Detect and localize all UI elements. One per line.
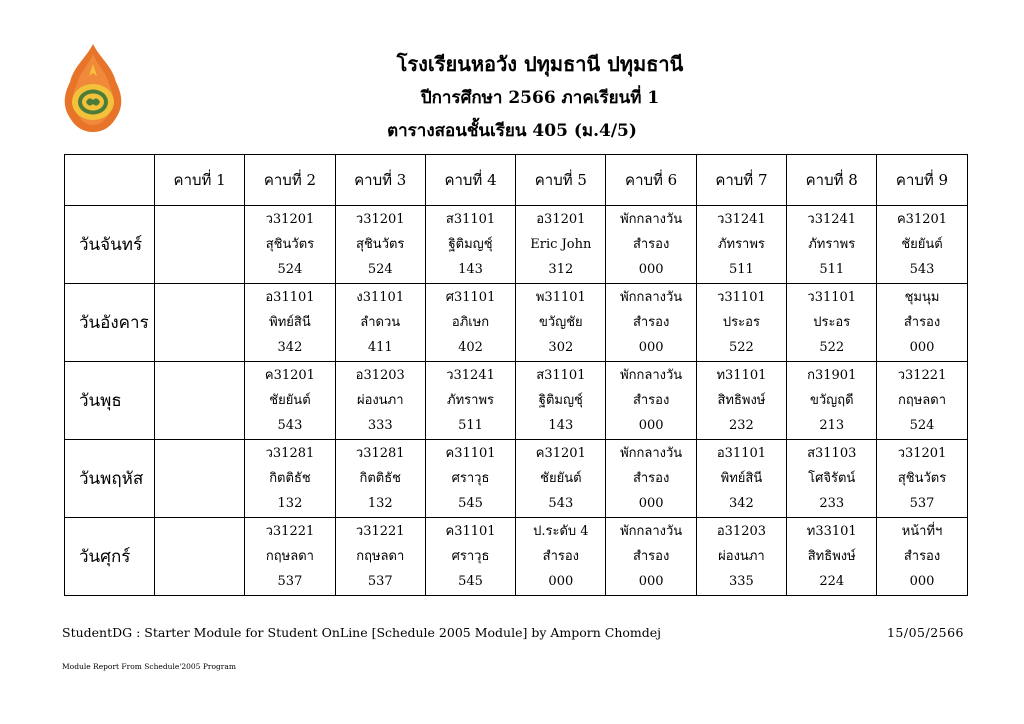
teacher-name: ประอร bbox=[722, 315, 760, 330]
day-label: วันพฤหัส bbox=[65, 440, 155, 518]
subject-code: พักกลางวัน bbox=[620, 212, 683, 227]
teacher-name: พิทย์สินี bbox=[720, 471, 763, 486]
teacher-name: ภัทราพร bbox=[717, 237, 765, 252]
room-number: 543 bbox=[909, 262, 935, 277]
schedule-cell bbox=[425, 284, 515, 362]
subject-code: พักกลางวัน bbox=[620, 524, 683, 539]
room-number: 000 bbox=[638, 574, 664, 589]
schedule-cell bbox=[335, 440, 425, 518]
teacher-name: สำรอง bbox=[632, 393, 670, 408]
schedule-cell bbox=[245, 362, 335, 440]
print-date: 15/05/2566 bbox=[886, 625, 964, 640]
subject-code: พักกลางวัน bbox=[620, 368, 683, 383]
teacher-name: กิตติธัช bbox=[269, 471, 311, 486]
schedule-cell bbox=[245, 206, 335, 284]
schedule-cell bbox=[696, 206, 786, 284]
teacher-name: สำรอง bbox=[903, 315, 941, 330]
room-number: 402 bbox=[458, 340, 483, 355]
day-label: วันอังคาร bbox=[65, 284, 155, 362]
teacher-name: อภิเษก bbox=[451, 315, 490, 330]
schedule-cell bbox=[335, 284, 425, 362]
schedule-cell bbox=[516, 206, 606, 284]
subject-code: ว31241 bbox=[807, 212, 857, 227]
teacher-name: พิทย์สินี bbox=[269, 315, 311, 330]
subject-code: ศ31101 bbox=[445, 290, 496, 305]
subject-code: ก31901 bbox=[807, 368, 857, 383]
period-header: คาบที่ 9 bbox=[877, 155, 967, 206]
subject-code: ค31101 bbox=[445, 524, 496, 539]
teacher-name: ฐิติมญชุ์ bbox=[538, 393, 583, 408]
schedule-cell bbox=[877, 362, 967, 440]
subject-code: ว31101 bbox=[807, 290, 857, 305]
room-number: 333 bbox=[367, 418, 393, 433]
room-number: 522 bbox=[819, 340, 845, 355]
room-number: 000 bbox=[548, 574, 574, 589]
schedule-cell bbox=[425, 440, 515, 518]
corner-cell bbox=[65, 155, 155, 206]
room-number: 000 bbox=[638, 262, 664, 277]
subject-code: อ31101 bbox=[265, 290, 315, 305]
period-header: คาบที่ 3 bbox=[335, 155, 425, 206]
room-number: 335 bbox=[729, 574, 754, 589]
schedule-cell bbox=[155, 440, 245, 518]
schedule-cell bbox=[245, 518, 335, 596]
schedule-row bbox=[65, 206, 968, 284]
room-number: 143 bbox=[548, 418, 574, 433]
teacher-name: ขวัญฤดี bbox=[809, 393, 854, 408]
schedule-cell bbox=[516, 362, 606, 440]
teacher-name: สำรอง bbox=[632, 471, 670, 486]
footer-credit: StudentDG : Starter Module for Student OnLine [Schedule 2005 Module] by Amporn Chomdej bbox=[62, 625, 662, 640]
teacher-name: สิทธิพงษ์ bbox=[717, 393, 766, 408]
room-number: 000 bbox=[909, 574, 935, 589]
schedule-cell bbox=[787, 284, 877, 362]
subject-code: ค31201 bbox=[896, 212, 948, 227]
schedule-cell bbox=[155, 284, 245, 362]
schedule-cell bbox=[606, 518, 696, 596]
schedule-cell bbox=[516, 284, 606, 362]
teacher-name: สิทธิพงษ์ bbox=[807, 549, 856, 564]
period-header: คาบที่ 4 bbox=[425, 155, 515, 206]
subject-code: ว31241 bbox=[717, 212, 766, 227]
footer-note: Module Report From Schedule'2005 Program bbox=[62, 662, 236, 671]
teacher-name: ขวัญชัย bbox=[538, 315, 583, 330]
schedule-cell bbox=[606, 362, 696, 440]
subject-code: ว31101 bbox=[717, 290, 766, 305]
teacher-name: สำรอง bbox=[542, 549, 580, 564]
schedule-cell bbox=[425, 206, 515, 284]
subject-code: ป.ระดับ 4 bbox=[533, 524, 589, 539]
academic-term: ปีการศึกษา 2566 ภาคเรียนที่ 1 bbox=[420, 88, 660, 108]
teacher-name: สำรอง bbox=[903, 549, 941, 564]
room-number: 411 bbox=[367, 340, 393, 355]
teacher-name: ชัยยันต์ bbox=[901, 237, 943, 252]
period-header: คาบที่ 6 bbox=[606, 155, 696, 206]
room-number: 545 bbox=[458, 574, 483, 589]
schedule-cell bbox=[425, 362, 515, 440]
subject-code: ว31201 bbox=[265, 212, 315, 227]
schedule-cell bbox=[516, 518, 606, 596]
room-number: 213 bbox=[819, 418, 845, 433]
teacher-name: สำรอง bbox=[632, 549, 670, 564]
schedule-cell bbox=[696, 284, 786, 362]
subject-code: อ31201 bbox=[536, 212, 586, 227]
schedule-cell bbox=[787, 362, 877, 440]
teacher-name: ภัทราพร bbox=[447, 393, 495, 408]
teacher-name: สำรอง bbox=[632, 315, 670, 330]
schedule-row bbox=[65, 284, 968, 362]
schedule-cell bbox=[787, 440, 877, 518]
room-number: 232 bbox=[729, 418, 754, 433]
teacher-name: Eric John bbox=[530, 237, 592, 252]
day-label: วันพุธ bbox=[65, 362, 155, 440]
schedule-cell bbox=[877, 440, 967, 518]
schedule-cell bbox=[606, 206, 696, 284]
schedule-cell bbox=[877, 206, 967, 284]
schedule-cell bbox=[245, 284, 335, 362]
schedule-row bbox=[65, 362, 968, 440]
room-number: 524 bbox=[277, 262, 303, 277]
teacher-name: ลำดวน bbox=[360, 315, 401, 330]
subject-code: ว31241 bbox=[446, 368, 495, 383]
teacher-name: ภัทราพร bbox=[808, 237, 856, 252]
subject-code: พักกลางวัน bbox=[620, 446, 683, 461]
teacher-name: สุชินวัตร bbox=[356, 237, 405, 252]
room-number: 302 bbox=[548, 340, 574, 355]
teacher-name: กิตติธัช bbox=[359, 471, 401, 486]
room-number: 524 bbox=[367, 262, 393, 277]
schedule-cell bbox=[335, 362, 425, 440]
subject-code: ชุมนุม bbox=[904, 290, 940, 305]
schedule-cell bbox=[425, 518, 515, 596]
schedule-cell bbox=[696, 440, 786, 518]
teacher-name: โศจิรัตน์ bbox=[808, 471, 856, 486]
period-header: คาบที่ 1 bbox=[155, 155, 245, 206]
timetable bbox=[64, 154, 968, 596]
schedule-cell bbox=[606, 440, 696, 518]
teacher-name: กฤษลดา bbox=[265, 549, 314, 564]
room-number: 132 bbox=[277, 496, 303, 511]
subject-code: ส31101 bbox=[536, 368, 586, 383]
teacher-name: ฐิติมญชุ์ bbox=[448, 237, 493, 252]
schedule-cell bbox=[787, 206, 877, 284]
teacher-name: ประอร bbox=[813, 315, 851, 330]
schedule-cell bbox=[696, 362, 786, 440]
room-number: 233 bbox=[819, 496, 845, 511]
room-number: 537 bbox=[277, 574, 303, 589]
schedule-cell bbox=[245, 440, 335, 518]
schedule-cell bbox=[155, 206, 245, 284]
subject-code: ง31101 bbox=[356, 290, 405, 305]
class-schedule-title: ตารางสอนชั้นเรียน 405 (ม.4/5) bbox=[387, 121, 637, 141]
subject-code: อ31203 bbox=[355, 368, 405, 383]
room-number: 543 bbox=[277, 418, 303, 433]
subject-code: ว31201 bbox=[355, 212, 405, 227]
room-number: 511 bbox=[729, 262, 754, 277]
subject-code: พักกลางวัน bbox=[620, 290, 683, 305]
teacher-name: สุชินวัตร bbox=[265, 237, 315, 252]
room-number: 537 bbox=[909, 496, 935, 511]
subject-code: ว31221 bbox=[897, 368, 947, 383]
teacher-name: กฤษลดา bbox=[356, 549, 405, 564]
room-number: 342 bbox=[277, 340, 303, 355]
subject-code: ท31101 bbox=[716, 368, 767, 383]
room-number: 545 bbox=[458, 496, 483, 511]
room-number: 000 bbox=[638, 418, 664, 433]
subject-code: อ31101 bbox=[716, 446, 767, 461]
subject-code: ค31201 bbox=[535, 446, 586, 461]
schedule-row bbox=[65, 518, 968, 596]
subject-code: ว31221 bbox=[265, 524, 315, 539]
schedule-cell bbox=[516, 440, 606, 518]
room-number: 511 bbox=[458, 418, 483, 433]
period-header: คาบที่ 2 bbox=[245, 155, 335, 206]
schedule-cell bbox=[877, 284, 967, 362]
room-number: 543 bbox=[548, 496, 574, 511]
teacher-name: ผ่องนภา bbox=[356, 393, 404, 408]
schedule-cell bbox=[155, 518, 245, 596]
subject-code: ส31101 bbox=[445, 212, 496, 227]
room-number: 312 bbox=[548, 262, 574, 277]
schedule-cell bbox=[606, 284, 696, 362]
room-number: 000 bbox=[638, 340, 664, 355]
subject-code: ท33101 bbox=[806, 524, 857, 539]
day-label: วันศุกร์ bbox=[65, 518, 155, 596]
room-number: 342 bbox=[729, 496, 754, 511]
schedule-cell bbox=[696, 518, 786, 596]
period-header-row bbox=[65, 155, 968, 206]
teacher-name: ผ่องนภา bbox=[718, 549, 765, 564]
room-number: 522 bbox=[729, 340, 754, 355]
subject-code: ว31281 bbox=[265, 446, 315, 461]
schedule-row bbox=[65, 440, 968, 518]
teacher-name: ชัยยันต์ bbox=[269, 393, 311, 408]
room-number: 000 bbox=[638, 496, 664, 511]
subject-code: ส31103 bbox=[807, 446, 857, 461]
teacher-name: กฤษลดา bbox=[898, 393, 947, 408]
schedule-cell bbox=[335, 206, 425, 284]
room-number: 143 bbox=[458, 262, 483, 277]
teacher-name: สำรอง bbox=[632, 237, 670, 252]
room-number: 000 bbox=[909, 340, 935, 355]
subject-code: หน้าที่ฯ bbox=[901, 524, 943, 539]
period-header: คาบที่ 8 bbox=[787, 155, 877, 206]
teacher-name: ศราวุธ bbox=[451, 549, 490, 564]
subject-code: ว31281 bbox=[355, 446, 405, 461]
subject-code: ว31201 bbox=[897, 446, 947, 461]
day-label: วันจันทร์ bbox=[65, 206, 155, 284]
period-header: คาบที่ 7 bbox=[696, 155, 786, 206]
room-number: 537 bbox=[367, 574, 393, 589]
subject-code: อ31203 bbox=[716, 524, 767, 539]
subject-code: ค31101 bbox=[445, 446, 496, 461]
schedule-cell bbox=[787, 518, 877, 596]
teacher-name: ชัยยันต์ bbox=[540, 471, 582, 486]
teacher-name: ศราวุธ bbox=[451, 471, 490, 486]
subject-code: พ31101 bbox=[535, 290, 586, 305]
subject-code: ว31221 bbox=[355, 524, 405, 539]
schedule-cell bbox=[155, 362, 245, 440]
room-number: 132 bbox=[367, 496, 393, 511]
room-number: 524 bbox=[909, 418, 935, 433]
room-number: 511 bbox=[819, 262, 845, 277]
school-name: โรงเรียนหอวัง ปทุมธานี ปทุมธานี bbox=[396, 52, 684, 76]
teacher-name: สุชินวัตร bbox=[897, 471, 947, 486]
schedule-cell bbox=[335, 518, 425, 596]
period-header: คาบที่ 5 bbox=[516, 155, 606, 206]
room-number: 224 bbox=[819, 574, 845, 589]
schedule-cell bbox=[877, 518, 967, 596]
subject-code: ค31201 bbox=[264, 368, 315, 383]
